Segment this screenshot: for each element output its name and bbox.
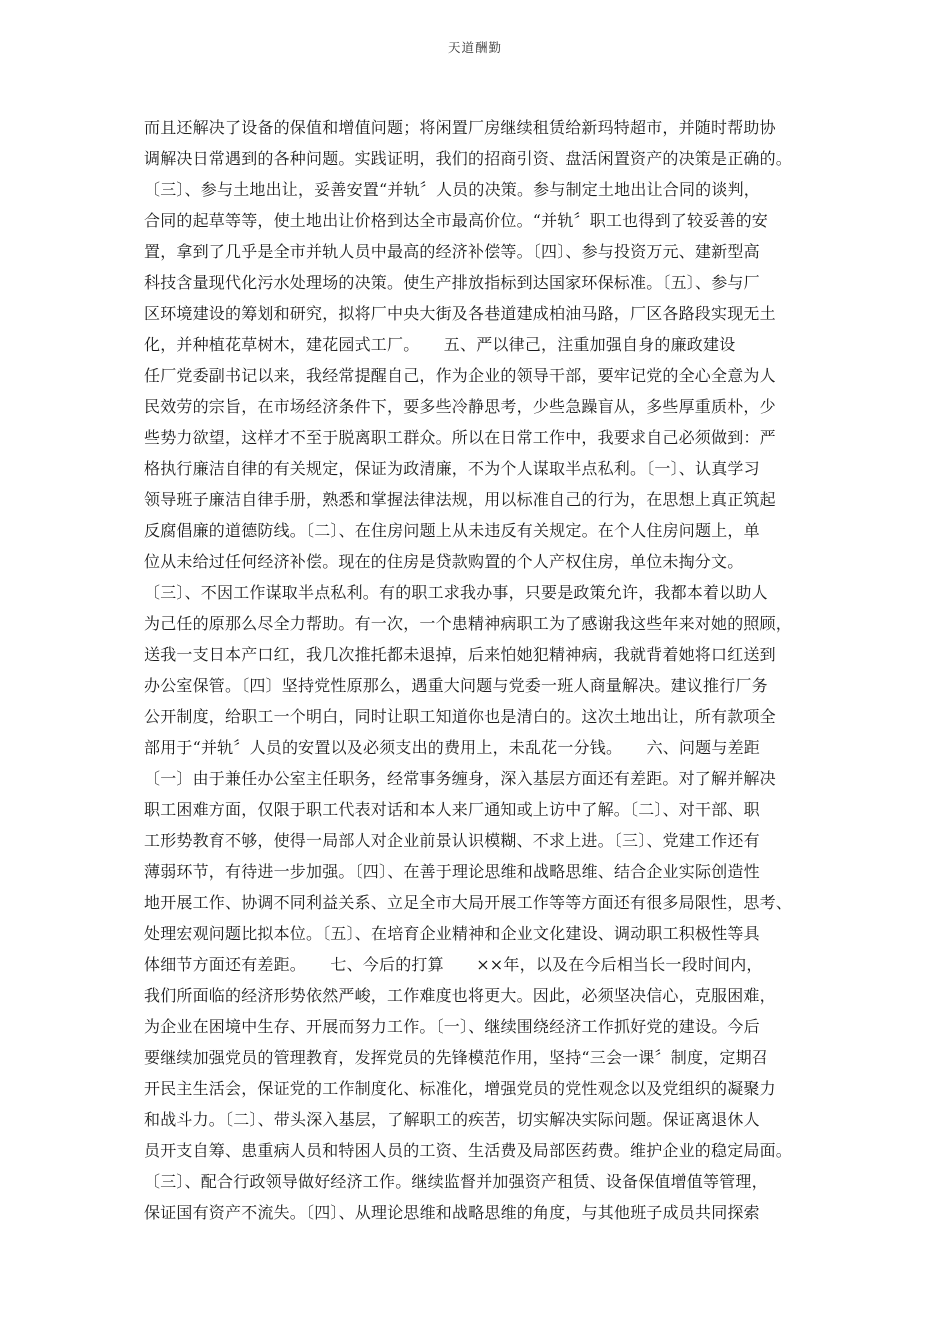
text-line: 处理宏观问题比拟本位。〔五〕、在培育企业精神和企业文化建设、调动职工积极性等具 bbox=[144, 924, 760, 943]
text-line: 部用于“并轨〞人员的安置以及必须支出的费用上，未乱花一分钱。 六、问题与差距 bbox=[144, 738, 760, 757]
text-line: 而且还解决了设备的保值和增值问题；将闲置厂房继续租赁给新玛特超市，并随时帮助协 bbox=[144, 118, 776, 137]
text-line: 和战斗力。〔二〕、带头深入基层，了解职工的疾苦，切实解决实际问题。保证离退休人 bbox=[144, 1110, 760, 1129]
text-line: 调解决日常遇到的各种问题。实践证明，我们的招商引资、盘活闲置资产的决策是正确的。 bbox=[144, 149, 793, 168]
text-line: 化，并种植花草树木，建花园式工厂。 五、严以律己，注重加强自身的廉政建设 bbox=[144, 335, 736, 354]
text-line: 开民主生活会，保证党的工作制度化、标准化，增强党员的党性观念以及党组织的凝聚力 bbox=[144, 1079, 776, 1098]
text-line: 位从未给过任何经济补偿。现在的住房是贷款购置的个人产权住房，单位未掏分文。 bbox=[144, 552, 744, 571]
text-line: 科技含量现代化污水处理场的决策。使生产排放指标到达国家环保标准。〔五〕、参与厂 bbox=[144, 273, 760, 292]
text-line: 格执行廉洁自律的有关规定，保证为政清廉，不为个人谋取半点私利。〔一〕、认真学习 bbox=[144, 459, 760, 478]
text-line: 领导班子廉洁自律手册，熟悉和掌握法律法规，用以标准自己的行为，在思想上真正筑起 bbox=[144, 490, 776, 509]
text-line: 职工困难方面，仅限于职工代表对话和本人来厂通知或上访中了解。〔二〕、对干部、职 bbox=[144, 800, 760, 819]
text-line: 工形势教育不够，使得一局部人对企业前景认识模糊、不求上进。〔三〕、党建工作还有 bbox=[144, 831, 760, 850]
text-line: 地开展工作、协调不同利益关系、立足全市大局开展工作等等方面还有很多局限性，思考、 bbox=[144, 893, 793, 912]
text-line: 些势力欲望，这样才不至于脱离职工群众。所以在日常工作中，我要求自己必须做到：严 bbox=[144, 428, 776, 447]
text-line: 为企业在困境中生存、开展而努力工作。〔一〕、继续围绕经济工作抓好党的建设。今后 bbox=[144, 1017, 760, 1036]
text-line: 民效劳的宗旨，在市场经济条件下，要多些冷静思考，少些急躁盲从，多些厚重质朴，少 bbox=[144, 397, 776, 416]
text-line: 合同的起草等等，使土地出让价格到达全市最高价位。“并轨〞职工也得到了较妥善的安 bbox=[144, 211, 768, 230]
text-line: 公开制度，给职工一个明白，同时让职工知道你也是清白的。这次土地出让，所有款项全 bbox=[144, 707, 776, 726]
text-line: 送我一支日本产口红，我几次推托都未退掉，后来怕她犯精神病，我就背着她将口红送到 bbox=[144, 645, 776, 664]
text-line: 我们所面临的经济形势依然严峻，工作难度也将更大。因此，必须坚决信心，克服困难， bbox=[144, 986, 776, 1005]
text-line: 薄弱环节，有待进一步加强。〔四〕、在善于理论思维和战略思维、结合企业实际创造性 bbox=[144, 862, 760, 881]
text-line: 〔三〕、参与土地出让，妥善安置“并轨〞人员的决策。参与制定土地出让合同的谈判， bbox=[144, 180, 760, 199]
body-text bbox=[144, 112, 814, 1228]
text-line: 为己任的原那么尽全力帮助。有一次，一个患精神病职工为了感谢我这些年来对她的照顾， bbox=[144, 614, 793, 633]
text-line: 办公室保管。〔四〕坚持党性原那么，遇重大问题与党委一班人商量解决。建议推行厂务 bbox=[144, 676, 768, 695]
text-line: 区环境建设的筹划和研究，拟将厂中央大街及各巷道建成柏油马路，厂区各路段实现无土 bbox=[144, 304, 776, 323]
text-line: 〔三〕、不因工作谋取半点私利。有的职工求我办事，只要是政策允许，我都本着以助人 bbox=[144, 583, 768, 602]
text-line: 置，拿到了几乎是全市并轨人员中最高的经济补偿等。〔四〕、参与投资万元、建新型高 bbox=[144, 242, 760, 261]
text-line: 反腐倡廉的道德防线。〔二〕、在住房问题上从未违反有关规定。在个人住房问题上，单 bbox=[144, 521, 760, 540]
page-header: 天道酬勤 bbox=[447, 40, 502, 55]
text-line: 保证国有资产不流失。〔四〕、从理论思维和战略思维的角度，与其他班子成员共同探索 bbox=[144, 1203, 760, 1222]
text-line: 〔三〕、配合行政领导做好经济工作。继续监督并加强资产租赁、设备保值增值等管理， bbox=[144, 1172, 768, 1191]
text-line: 员开支自筹、患重病人员和特困人员的工资、生活费及局部医药费。维护企业的稳定局面。 bbox=[144, 1141, 793, 1160]
text-line: 任厂党委副书记以来，我经常提醒自己，作为企业的领导干部，要牢记党的全心全意为人 bbox=[144, 366, 776, 385]
text-line: 要继续加强党员的管理教育，发挥党员的先锋模范作用，坚持“三会一课〞制度，定期召 bbox=[144, 1048, 768, 1067]
text-line: 〔一〕由于兼任办公室主任职务，经常事务缠身，深入基层方面还有差距。对了解并解决 bbox=[144, 769, 776, 788]
text-line: 体细节方面还有差距。 七、今后的打算 ××年，以及在今后相当长一段时间内， bbox=[144, 955, 763, 974]
